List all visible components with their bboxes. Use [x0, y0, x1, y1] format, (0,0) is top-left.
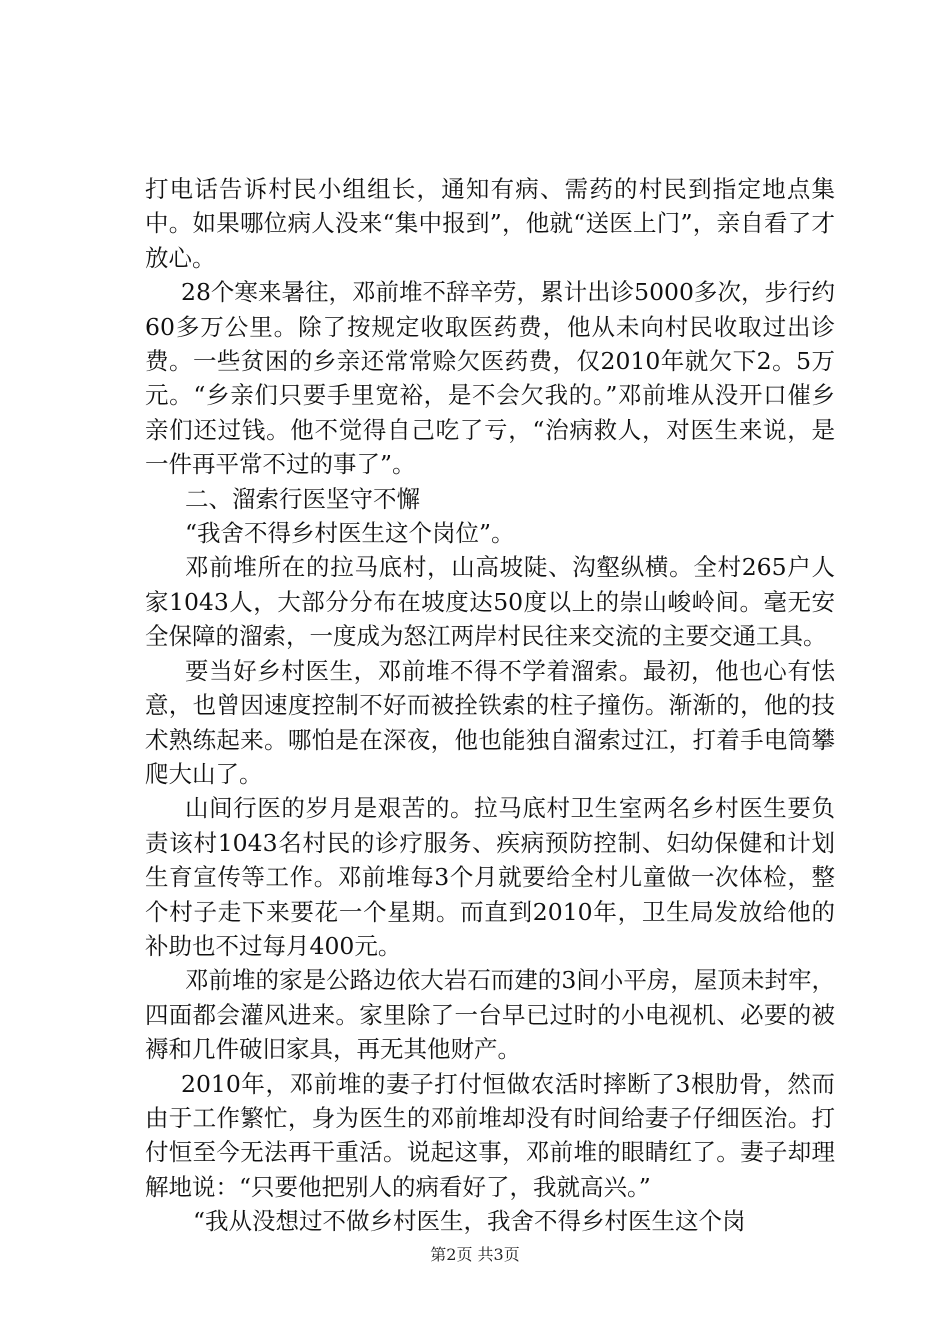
section-heading: 二、溜索行医坚守不懈 — [185, 484, 420, 513]
article-body — [145, 172, 835, 1239]
paragraph-zipline: 要当好乡村医生，邓前堆不得不学着溜索。最初，他也心有怯意，也曾因速度控制不好而被拴铁索的柱子撞伤。渐渐的，他的技术熟练起来。哪怕是在深夜，他也能独自溜索过江，打着手电筒攀爬大山了。 — [145, 656, 835, 788]
paragraph-hardship: 山间行医的岁月是艰苦的。拉马底村卫生室两名乡村医生要负责该村1043名村民的诊疗服务、疾病预防控制、妇幼保健和计划生育宣传等工作。邓前堆每3个月就要给全村儿童做一次体检，整个村子走下来要花一个星期。而直到2010年，卫生局发放给他的补助也不过每月400元。 — [145, 794, 835, 960]
paragraph-years-of-service: 28个寒来暑往，邓前堆不辞辛劳，累计出诊5000多次，步行约60多万公里。除了按规定收取医药费，他从未向村民收取过出诊费。一些贫困的乡亲还常常赊欠医药费，仅2010年就欠下2。5万元。“乡亲们只要手里宽裕，是不会欠我的。”邓前堆从没开口催乡亲们还过钱。他不觉得自己吃了亏，“治病救人，对医生来说，是一件再平常不过的事了”。 — [145, 278, 835, 479]
paragraph-closing-quote: “我从没想过不做乡村医生，我舍不得乡村医生这个岗 — [193, 1207, 746, 1236]
paragraph-wife: 2010年，邓前堆的妻子打付恒做农活时摔断了3根肋骨，然而由于工作繁忙，身为医生的邓前堆却没有时间给妻子仔细医治。打付恒至今无法再干重活。说起这事，邓前堆的眼睛红了。妻子却理解地说：“只要他把别人的病看好了，我就高兴。” — [145, 1069, 835, 1201]
page-footer: 第2页 共3页 — [430, 1245, 520, 1264]
section-quote: “我舍不得乡村医生这个岗位”。 — [185, 519, 515, 548]
paragraph-continued: 打电话告诉村民小组组长，通知有病、需药的村民到指定地点集中。如果哪位病人没来“集中报到”，他就“送医上门”，亲自看了才放心。 — [145, 175, 835, 272]
paragraph-village: 邓前堆所在的拉马底村，山高坡陡、沟壑纵横。全村265户人家1043人，大部分分布在坡度达50度以上的崇山峻岭间。毫无安全保障的溜索，一度成为怒江两岸村民往来交流的主要交通工具。 — [145, 553, 835, 651]
paragraph-home: 邓前堆的家是公路边依大岩石而建的3间小平房，屋顶未封牢，四面都会灌风进来。家里除了一台早已过时的小电视机、必要的被褥和几件破旧家具，再无其他财产。 — [145, 966, 835, 1064]
